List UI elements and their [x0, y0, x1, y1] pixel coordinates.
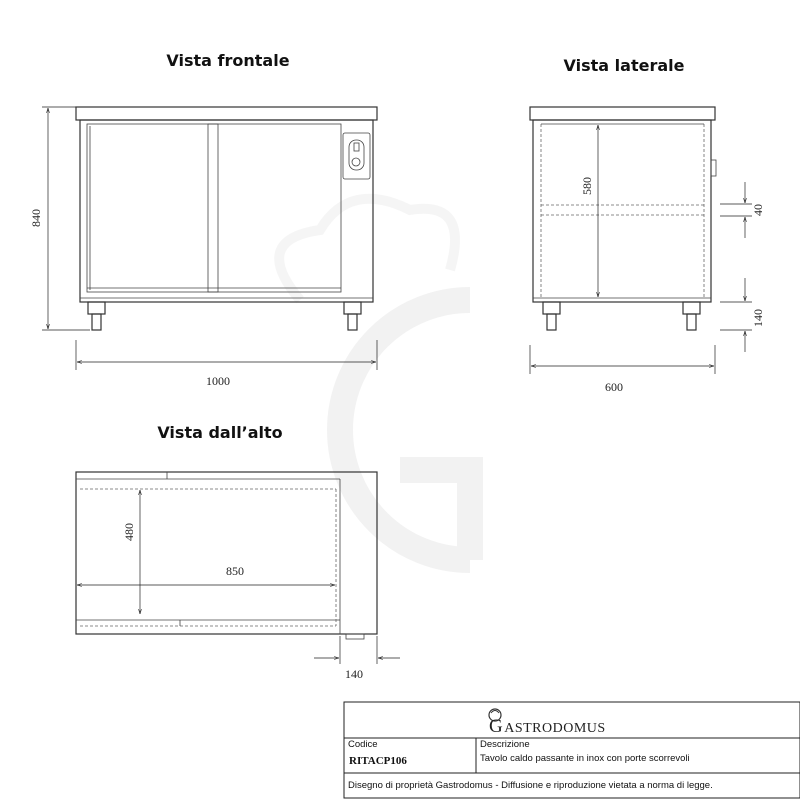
- dim-140-side: 140: [751, 309, 765, 327]
- dim-140-top: 140: [345, 667, 363, 681]
- watermark-logo: [279, 199, 470, 560]
- title-block: [344, 702, 800, 798]
- side-legs-dimension: [720, 278, 765, 352]
- brand-logo: [489, 709, 606, 737]
- front-width-dimension: [76, 340, 377, 388]
- description-value: Tavolo caldo passante in inox con porte scorrevoli: [480, 753, 690, 764]
- top-view-title: Vista dall’alto: [157, 423, 283, 442]
- side-width-dimension: [530, 345, 715, 394]
- description-label: Descrizione: [480, 739, 530, 750]
- top-side-dimension: [314, 636, 400, 681]
- front-view-title: Vista frontale: [166, 51, 290, 70]
- dim-580: 580: [580, 177, 594, 195]
- brand-initial: G: [489, 716, 504, 737]
- dim-1000: 1000: [206, 374, 230, 388]
- dim-600: 600: [605, 380, 623, 394]
- dim-840: 840: [29, 209, 43, 227]
- front-height-dimension: [29, 107, 90, 330]
- brand-name: ASTRODOMUS: [504, 721, 606, 736]
- side-view-title: Vista laterale: [563, 56, 685, 75]
- dim-850: 850: [226, 564, 244, 578]
- svg-text:GASTRODOMUS: [489, 716, 606, 737]
- side-shelf-dimension: [720, 182, 765, 238]
- dim-40: 40: [751, 204, 765, 216]
- top-inner-width-dimension: [77, 564, 335, 585]
- top-depth-dimension: [122, 490, 140, 614]
- side-inner-height-dimension: [580, 125, 598, 297]
- code-label: Codice: [348, 739, 378, 750]
- code-value: RITACP106: [349, 755, 407, 767]
- side-view: [530, 107, 716, 330]
- top-view: [76, 472, 377, 639]
- dim-480: 480: [122, 523, 136, 541]
- footer-notice: Disegno di proprietà Gastrodomus - Diffusione e riproduzione vietata a norma di legge.: [348, 780, 713, 791]
